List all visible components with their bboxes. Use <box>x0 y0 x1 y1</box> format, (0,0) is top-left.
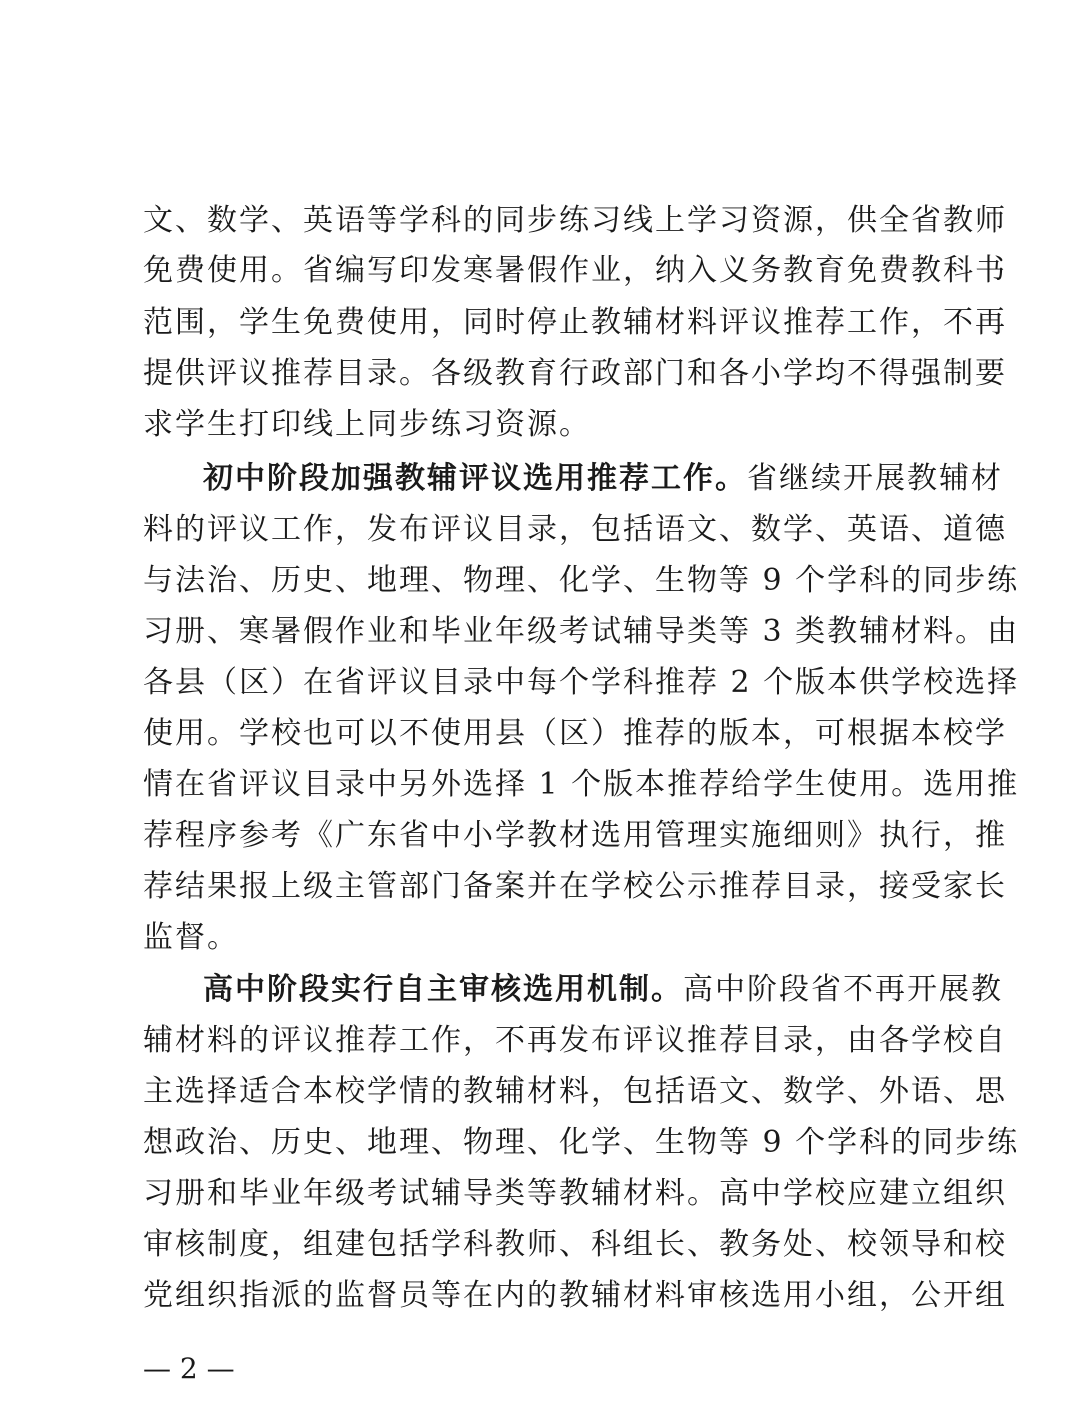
paragraph-2-line-2: 料的评议工作，发布评议目录，包括语文、数学、英语、道德 <box>143 512 1007 547</box>
paragraph-3-line-4: 想政治、历史、地理、物理、化学、生物等 9 个学科的同步练 <box>143 1125 1020 1160</box>
paragraph-2-line-9: 荐结果报上级主管部门备案并在学校公示推荐目录，接受家长 <box>143 869 1007 904</box>
paragraph-3-line-3: 主选择适合本校学情的教辅材料，包括语文、数学、外语、思 <box>143 1074 1007 1109</box>
paragraph-2-line-10: 监督。 <box>143 920 239 955</box>
paragraph-3-heading: 高中阶段实行自主审核选用机制。 <box>203 972 683 1007</box>
page-number: — 2 — <box>143 1352 235 1385</box>
paragraph-3-line-5: 习册和毕业年级考试辅导类等教辅材料。高中学校应建立组织 <box>143 1176 1007 1211</box>
paragraph-2-first-line-text: 省继续开展教辅材 <box>747 461 1003 496</box>
paragraph-2-line-5: 各县（区）在省评议目录中每个学科推荐 2 个版本供学校选择 <box>143 665 1020 700</box>
paragraph-1-line-1: 文、数学、英语等学科的同步练习线上学习资源，供全省教师 <box>143 203 1007 238</box>
paragraph-3-line-2: 辅材料的评议推荐工作，不再发布评议推荐目录，由各学校自 <box>143 1023 1007 1058</box>
paragraph-1-line-3: 范围，学生免费使用，同时停止教辅材料评议推荐工作，不再 <box>143 305 1007 340</box>
paragraph-2-line-8: 荐程序参考《广东省中小学教材选用管理实施细则》执行，推 <box>143 818 1007 853</box>
paragraph-1-line-4: 提供评议推荐目录。各级教育行政部门和各小学均不得强制要 <box>143 356 1007 391</box>
paragraph-3-first-line <box>203 965 1003 1015</box>
paragraph-3-first-line-text: 高中阶段省不再开展教 <box>683 972 1003 1007</box>
paragraph-2-line-4: 习册、寒暑假作业和毕业年级考试辅导类等 3 类教辅材料。由 <box>143 614 1020 649</box>
paragraph-3-line-7: 党组织指派的监督员等在内的教辅材料审核选用小组，公开组 <box>143 1278 1007 1313</box>
paragraph-2-line-7: 情在省评议目录中另外选择 1 个版本推荐给学生使用。选用推 <box>143 767 1020 802</box>
paragraph-3-line-6: 审核制度，组建包括学科教师、科组长、教务处、校领导和校 <box>143 1227 1007 1262</box>
paragraph-1-line-5: 求学生打印线上同步练习资源。 <box>143 407 591 442</box>
paragraph-2-line-6: 使用。学校也可以不使用县（区）推荐的版本，可根据本校学 <box>143 716 1007 751</box>
paragraph-2-first-line <box>203 454 1003 504</box>
paragraph-2-line-3: 与法治、历史、地理、物理、化学、生物等 9 个学科的同步练 <box>143 563 1020 598</box>
paragraph-1-line-2: 免费使用。省编写印发寒暑假作业，纳入义务教育免费教科书 <box>143 253 1007 288</box>
paragraph-2-heading: 初中阶段加强教辅评议选用推荐工作。 <box>203 461 747 496</box>
